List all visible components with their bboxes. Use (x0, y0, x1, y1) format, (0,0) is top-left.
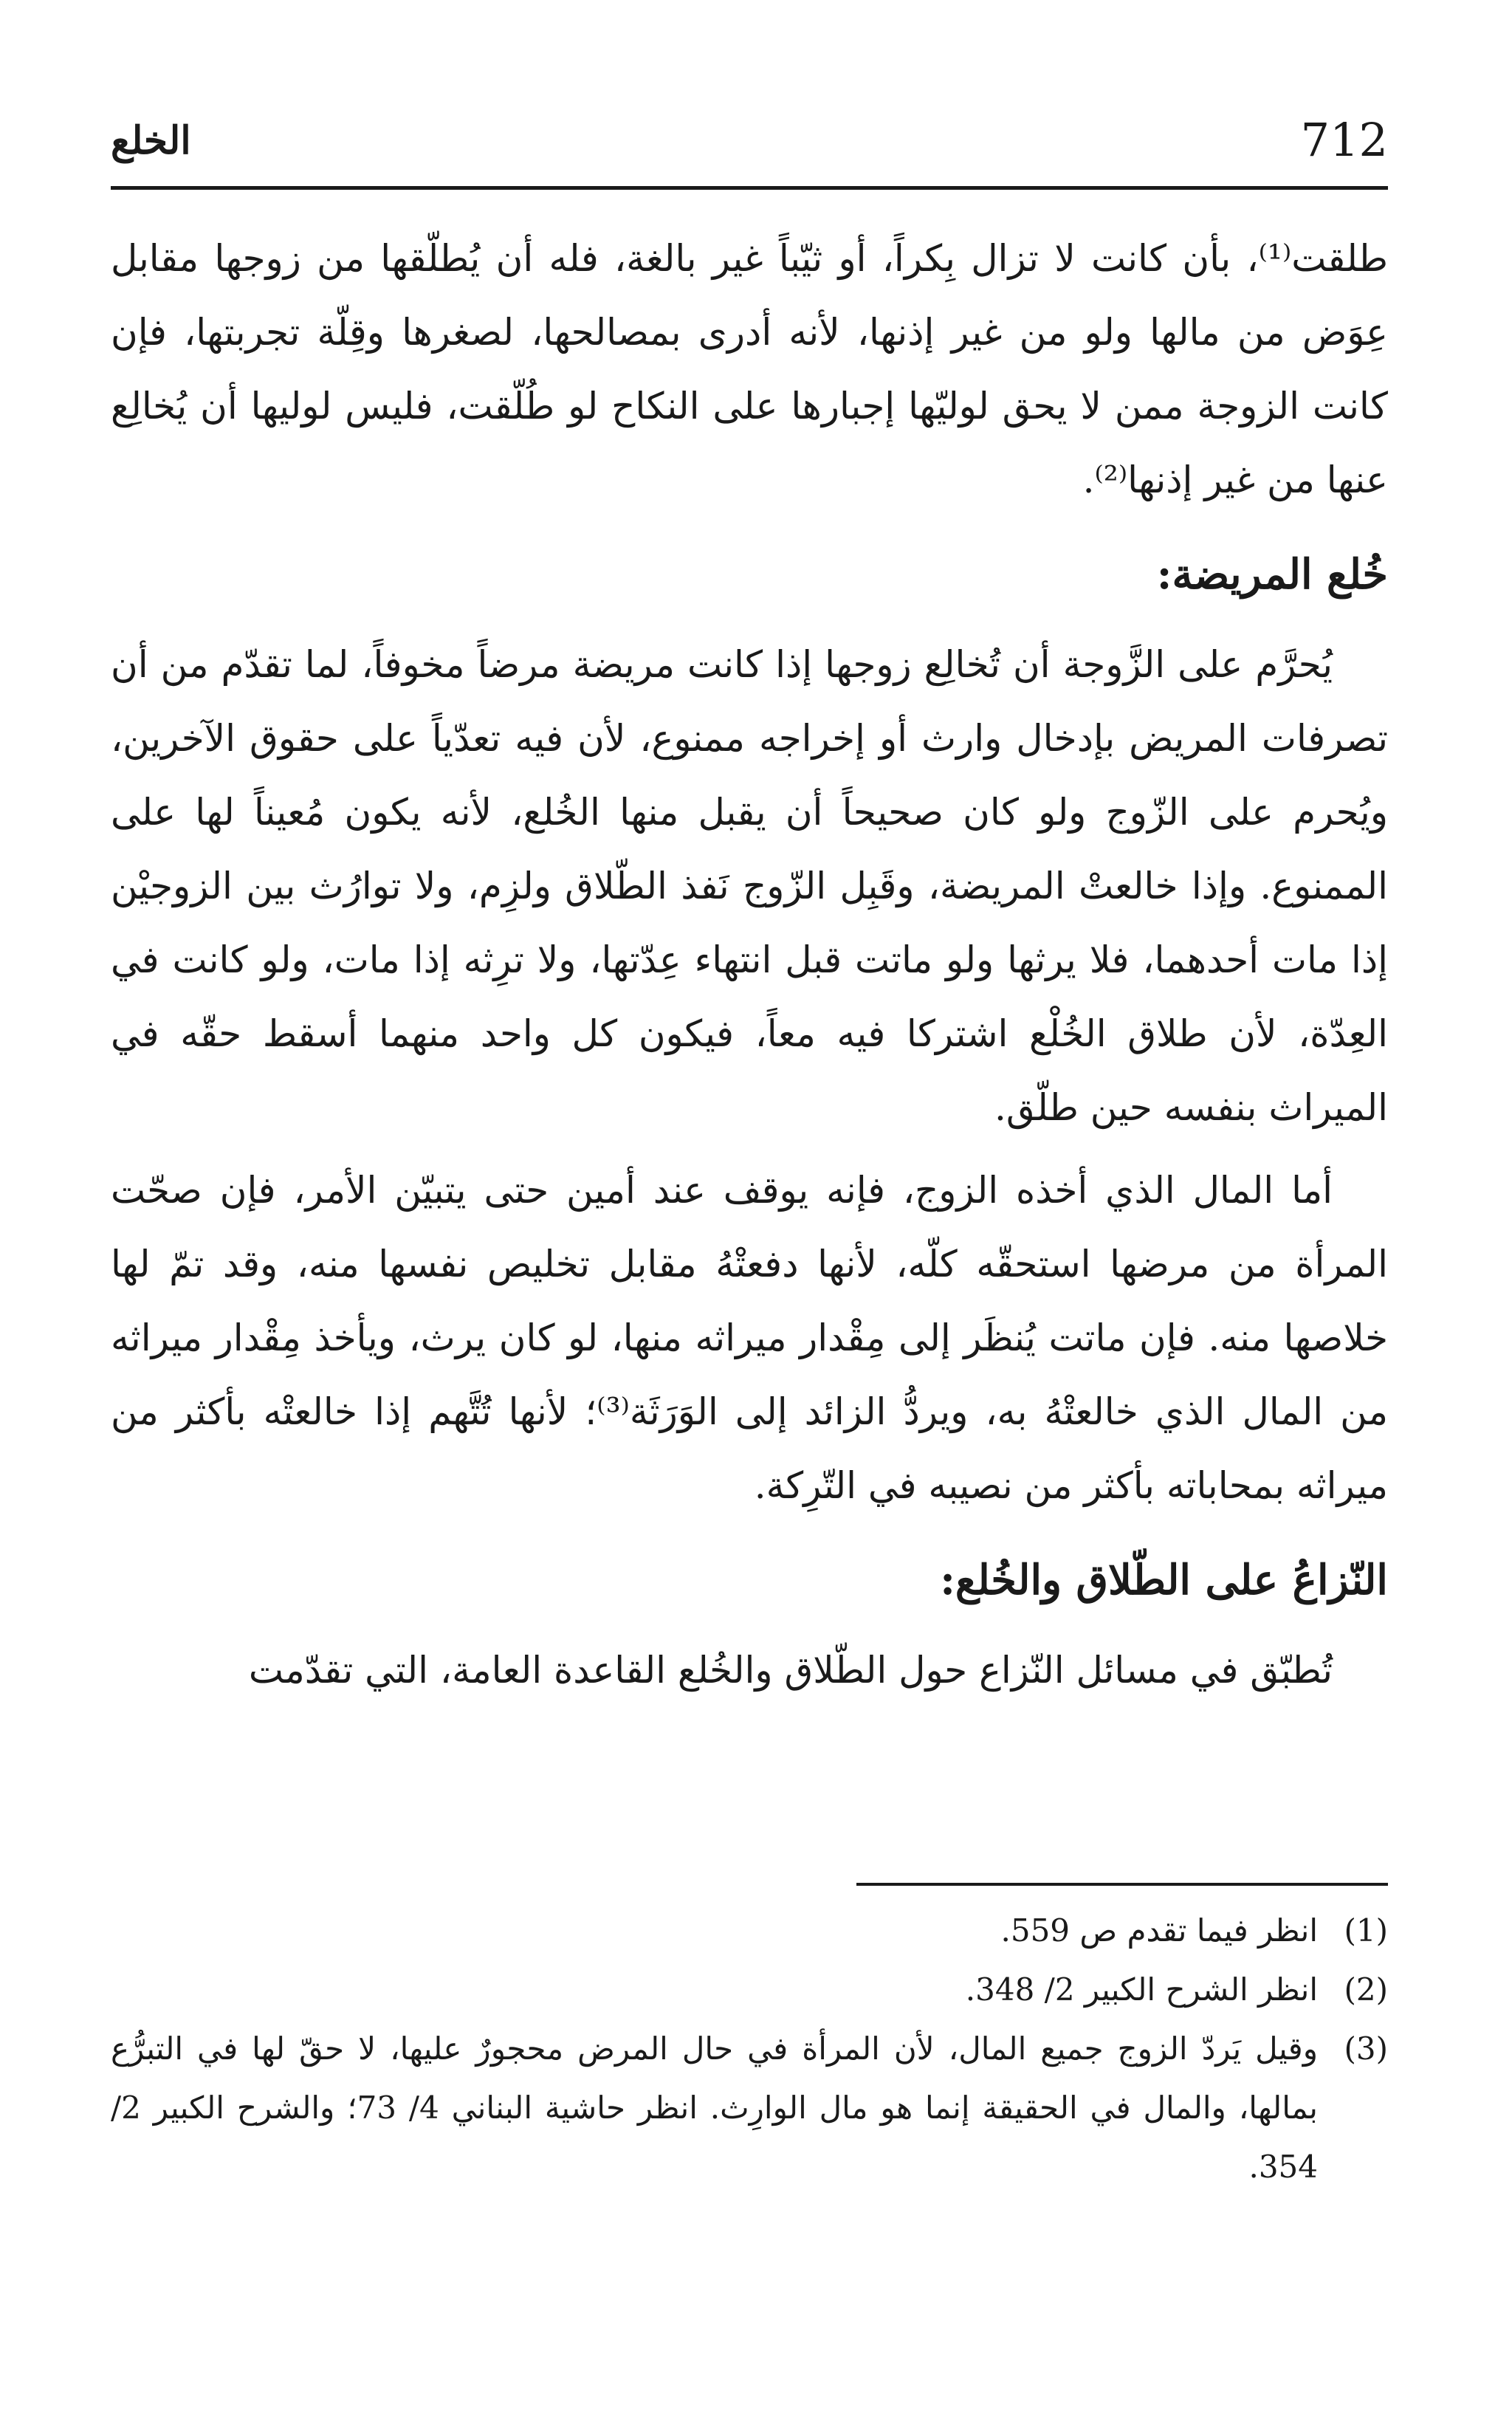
paragraph-1: طلقت⁽¹⁾، بأن كانت لا تزال بِكراً، أو ثيّباً غير بالغة، فله أن يُطلّقها من زوجها مقابل عِوَض من مالها ولو من غير إذنها، لأنه أدرى بمصالحها، لصغرها وقِلّة تجربتها، فإن كانت الزوجة ممن لا يحق لوليّها إجبارها على النكاح لو طُلّقت، فليس لوليها أن يُخالِع عنها من غير إذنها⁽²⁾. (111, 237, 1388, 501)
footnote (111, 2019, 1388, 2197)
footnote-number: (3) (1344, 2030, 1388, 2067)
paragraph-2: يُحرَّم على الزَّوجة أن تُخالِع زوجها إذا كانت مريضة مرضاً مخوفاً، لما تقدّم من أن تصرفات المريض بإدخال وارث أو إخراجه ممنوع، لأن فيه تعدّياً على حقوق الآخرين، ويُحرم على الزّوج ولو كان صحيحاً أن يقبل منها الخُلع، لأنه يكون مُعيناً لها على الممنوع. وإذا خالعتْ المريضة، وقَبِل الزّوج نَفذ الطّلاق ولزِم، ولا توارُث بين الزوجيْن إذا مات أحدهما، فلا يرثها ولو ماتت قبل انتهاء عِدّتها، ولا ترِثه إذا مات، ولو كانت في العِدّة، لأن طلاق الخُلْع اشتركا فيه معاً، فيكون كل واحد منهما أسقط حقّه في الميراث بنفسه حين طلّق. (111, 643, 1388, 1129)
footnote-rule (856, 1883, 1388, 1886)
footnote-number: (1) (1344, 1912, 1388, 1949)
section-heading-1: خُلع المريضة: (1156, 550, 1388, 599)
paragraph-4: تُطبّق في مسائل النّزاع حول الطّلاق والخُلع القاعدة العامة، التي تقدّمت (248, 1649, 1333, 1692)
footnote-text: انظر فيما تقدم ص 559. (1000, 1912, 1318, 1949)
page-header (111, 111, 1388, 192)
paragraph-3: أما المال الذي أخذه الزوج، فإنه يوقف عند أمين حتى يتبيّن الأمر، فإن صحّت المرأة من مرضها استحقّه كلّه، لأنها دفعتْهُ مقابل تخليص نفسها منه، وقد تمّ لها خلاصها منه. فإن ماتت يُنظَر إلى مِقْدار ميراثه منها، لو كان يرث، ويأخذ مِقْدار ميراثه من المال الذي خالعتْهُ به، ويردُّ الزائد إلى الوَرَثَة⁽³⁾؛ لأنها تُتَّهم إذا خالعتْه بأكثر من ميراثه بمحاباته بأكثر من نصيبه في التّرِكة. (111, 1169, 1388, 1507)
footnotes (111, 1901, 1388, 2197)
footnote (111, 1901, 1388, 1960)
footnote-text: وقيل يَردّ الزوج جميع المال، لأن المرأة في حال المرض محجورٌ عليها، لا حقّ لها في التبرُّع بمالها، والمال في الحقيقة إنما هو مال الوارِث. انظر حاشية البناني 4/ 73؛ والشرح الكبير 2/ 354. (111, 2030, 1318, 2185)
page-number: 712 (1300, 113, 1388, 167)
section-heading-2: النّزاعُ على الطّلاق والخُلع: (940, 1556, 1388, 1604)
header-rule (111, 186, 1388, 190)
footnote (111, 1960, 1388, 2019)
running-title: الخلع (111, 118, 191, 163)
footnote-text: انظر الشرح الكبير 2/ 348. (965, 1971, 1318, 2008)
body-text (111, 222, 1388, 1716)
footnote-number: (2) (1344, 1971, 1388, 2008)
